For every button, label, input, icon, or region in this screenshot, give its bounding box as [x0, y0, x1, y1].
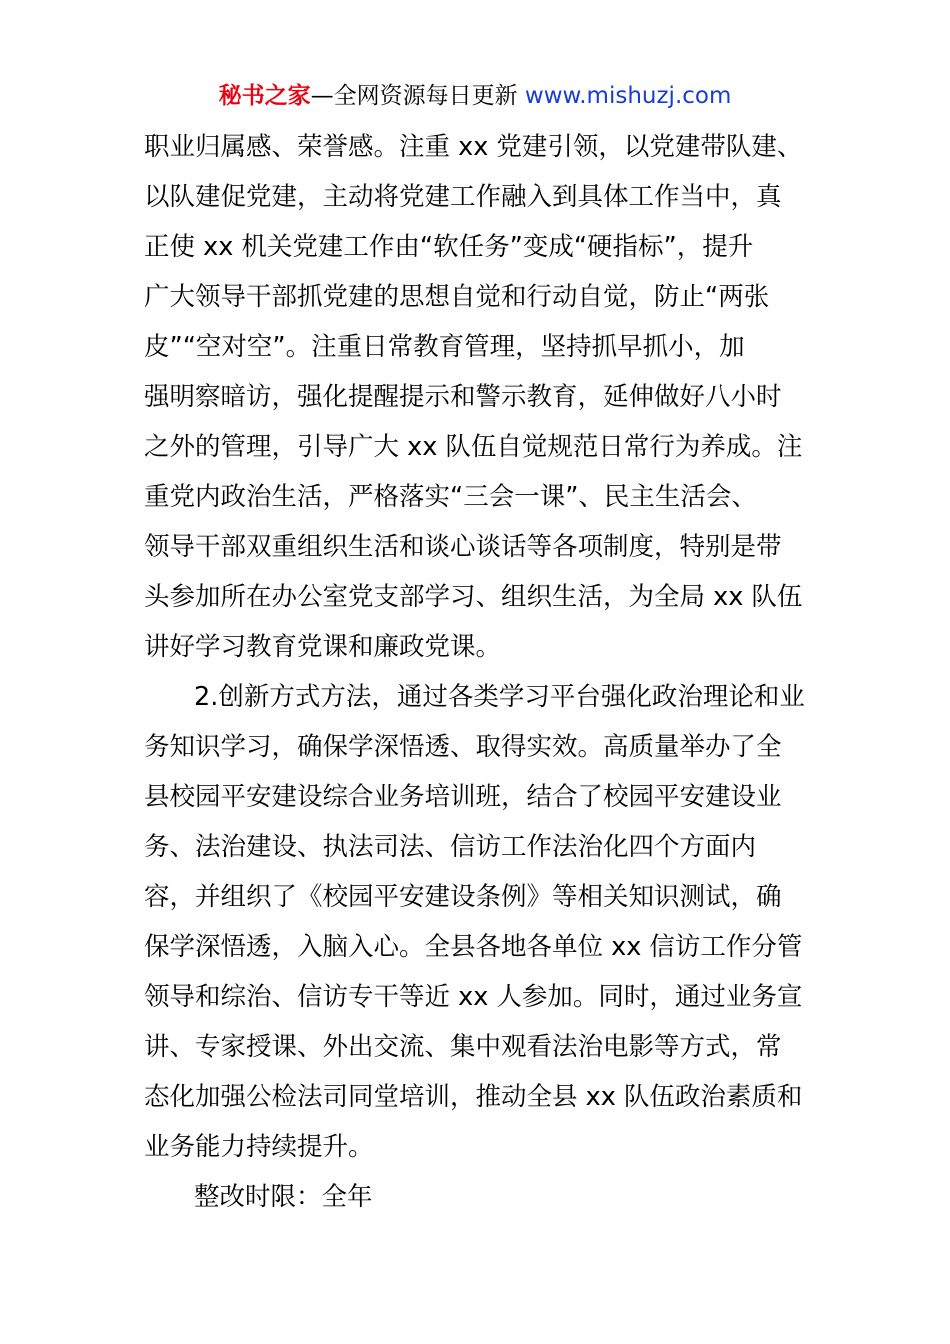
text-line: 重党内政治生活，严格落实“三会一课”、民主生活会、: [144, 482, 757, 512]
text-line: 之外的管理，引导广大 xx 队伍自觉规范日常行为养成。注: [144, 432, 803, 462]
text-line: 领导和综治、信访专干等近 xx 人参加。同时，通过业务宣: [144, 982, 803, 1012]
text-line: 头参加所在办公室党支部学习、组织生活，为全局 xx 队伍: [144, 582, 803, 612]
text-line: 保学深悟透，入脑入心。全县各地各单位 xx 信访工作分管: [144, 932, 803, 962]
text-line: 以队建促党建，主动将党建工作融入到具体工作当中，真: [144, 182, 782, 212]
text-line: 强明察暗访，强化提醒提示和警示教育，延伸做好八小时: [144, 382, 782, 412]
text-line: 讲、专家授课、外出交流、集中观看法治电影等方式，常: [144, 1032, 782, 1062]
text-line: 皮”“空对空”。注重日常教育管理，坚持抓早抓小，加: [144, 332, 745, 362]
text-line: 务、法治建设、执法司法、信访工作法治化四个方面内: [144, 832, 757, 862]
text-line: 正使 xx 机关党建工作由“软任务”变成“硬指标”，提升: [144, 232, 754, 262]
deadline-line: 整改时限：全年: [194, 1182, 373, 1212]
text-line: 职业归属感、荣誉感。注重 xx 党建引领，以党建带队建、: [144, 132, 803, 162]
site-url-link[interactable]: www.mishuzj.com: [524, 83, 732, 109]
paragraph-start-line: 2.创新方式方法，通过各类学习平台强化政治理论和业: [194, 682, 805, 712]
site-brand: 秘书之家: [218, 83, 311, 109]
site-tagline: —全网资源每日更新: [310, 83, 518, 109]
text-line: 讲好学习教育党课和廉政党课。: [144, 632, 502, 662]
text-line: 态化加强公检法司同堂培训，推动全县 xx 队伍政治素质和: [144, 1082, 803, 1112]
text-line: 业务能力持续提升。: [144, 1132, 374, 1162]
text-line: 广大领导干部抓党建的思想自觉和行动自觉，防止“两张: [144, 282, 770, 312]
text-line: 县校园平安建设综合业务培训班，结合了校园平安建设业: [144, 782, 782, 812]
text-line: 容，并组织了《校园平安建设条例》等相关知识测试，确: [144, 882, 782, 912]
site-header: [0, 80, 950, 112]
text-line: 领导干部双重组织生活和谈心谈话等各项制度，特别是带: [144, 532, 782, 562]
text-line: 务知识学习，确保学深悟透、取得实效。高质量举办了全: [144, 732, 782, 762]
document-body: [144, 122, 824, 1222]
